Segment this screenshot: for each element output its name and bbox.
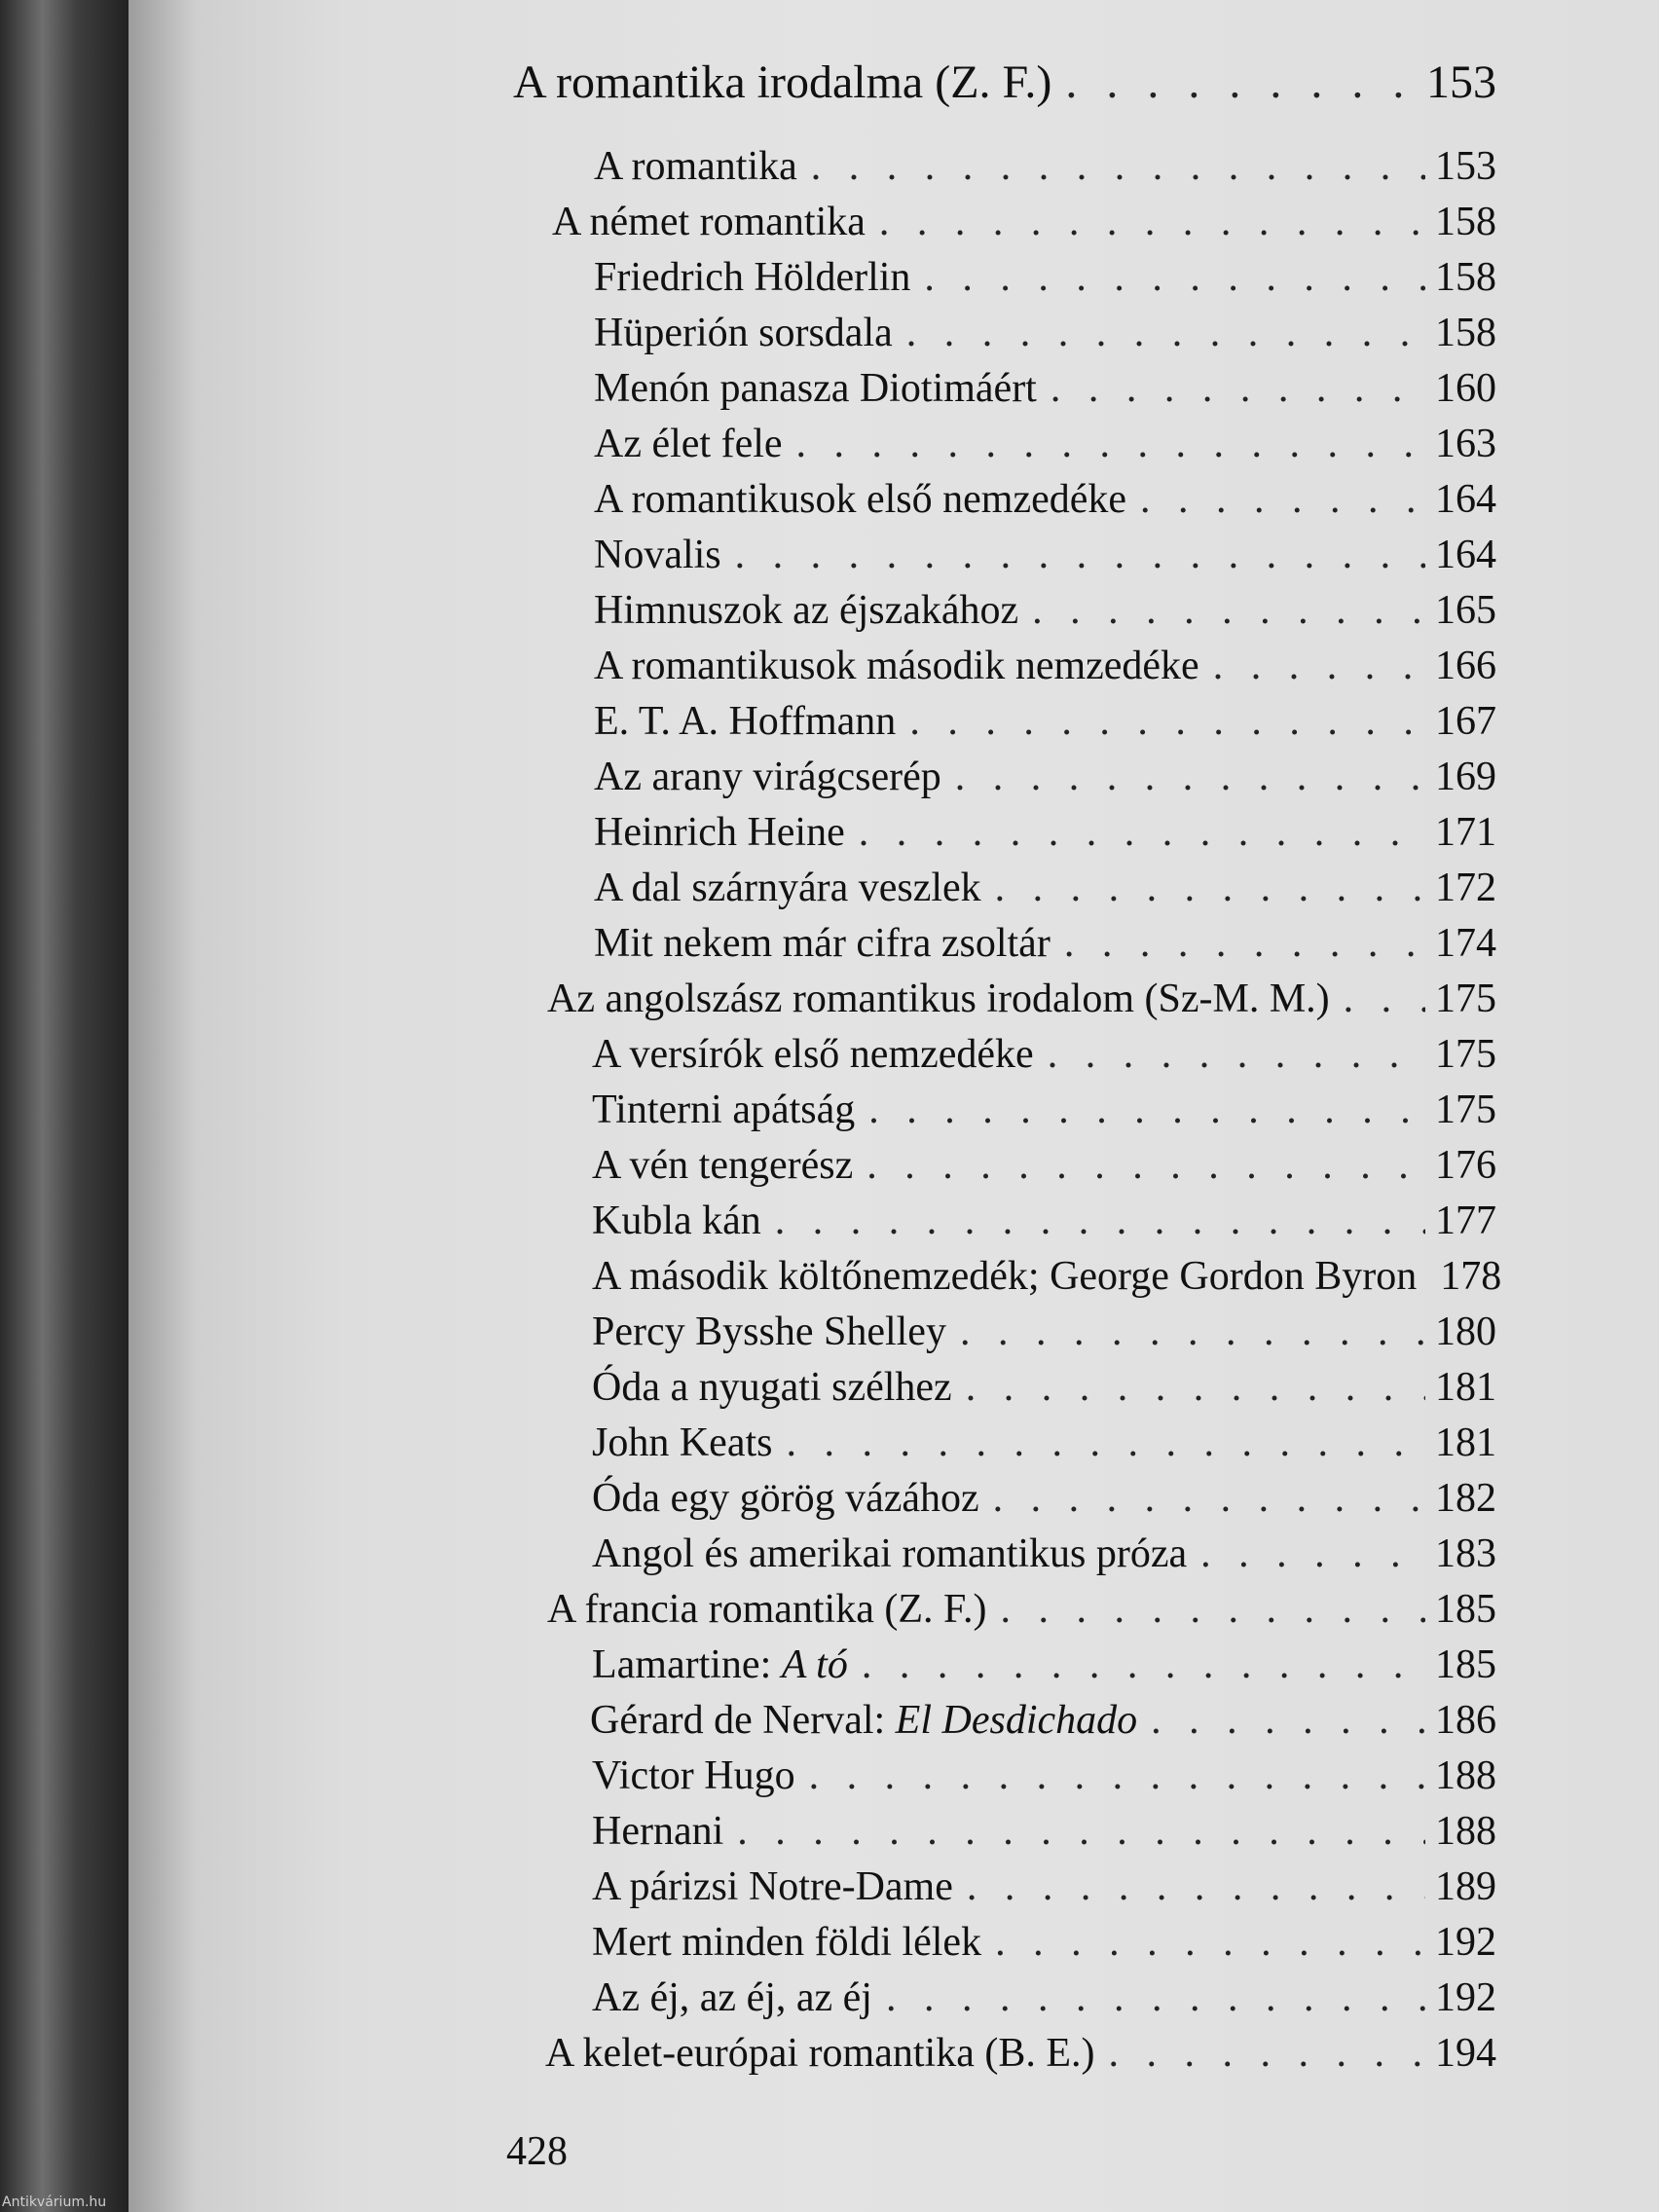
toc-entry-title: Tinterni apátság [592,1088,856,1132]
toc-entry [592,1799,1496,1856]
dot-leader [868,1086,1425,1134]
book-spine-shadow [0,0,141,2212]
toc-entry-page: 192 [1435,1975,1496,2020]
toc-entry [590,1688,1496,1745]
toc-entry-page: 176 [1435,1143,1496,1188]
toc-entry-title: Himnuszok az éjszakához [594,588,1019,633]
toc-heading-page: 153 [1426,56,1496,108]
toc-entry-title: A romantika [594,144,797,189]
toc-entry [545,2021,1496,2078]
toc-entry [592,1300,1496,1356]
toc-entry-work: El Desdichado [895,1698,1138,1743]
dot-leader [924,253,1425,302]
toc-heading [513,51,1496,107]
toc-entry [594,301,1496,357]
toc-entry [594,856,1496,912]
toc-entry-page: 158 [1435,200,1496,244]
toc-entry [594,245,1496,302]
toc-entry [592,1966,1496,2022]
toc-entry-page: 175 [1435,1032,1496,1077]
toc-entry-author: Lamartine: [592,1642,782,1687]
dot-leader [1213,642,1425,690]
dot-leader [909,697,1425,746]
toc-entry [594,134,1496,191]
toc-entry-author: Gérard de Nerval: [590,1698,896,1743]
dot-leader [811,142,1425,191]
toc-entry-page: 192 [1435,1920,1496,1965]
toc-entry-title: A vén tengerész [592,1143,854,1188]
toc-entry-page: 181 [1435,1365,1496,1410]
toc-entry [594,689,1496,746]
toc-entry-page: 164 [1435,477,1496,522]
toc-entry [592,1022,1496,1079]
toc-entry-title: Az éj, az éj, az éj [592,1975,872,2020]
dot-leader [1344,975,1425,1023]
dot-leader [735,531,1425,579]
toc-entry-title: Mert minden földi lélek [592,1920,982,1965]
toc-entry-title: John Keats [592,1420,773,1465]
toc-entry-title: Novalis [594,533,721,577]
toc-entry-title: A dal szárnyára veszlek [594,866,981,910]
toc-entry-title: Óda egy görög vázához [592,1476,979,1521]
dot-leader [993,1474,1425,1523]
dot-leader [809,1751,1425,1800]
page-number: 428 [506,2129,568,2174]
dot-leader [966,1363,1425,1412]
toc-entry [592,1633,1496,1689]
toc-entry-page: 166 [1435,644,1496,688]
toc-entry-page: 164 [1435,533,1496,577]
dot-leader [737,1807,1425,1856]
toc-entry-page: 189 [1435,1864,1496,1909]
toc-entry-title: A német romantika [552,200,866,244]
toc-entry [592,1466,1496,1523]
toc-entry-page: 175 [1435,977,1496,1021]
table-of-contents [129,0,1659,2142]
toc-entry-title: A versírók első nemzedéke [592,1032,1034,1077]
toc-entry [592,1133,1496,1190]
toc-entry-page: 185 [1435,1642,1496,1687]
dot-leader [1032,586,1425,635]
dot-leader [906,309,1425,357]
toc-entry-title [590,1696,1137,1745]
toc-entry-page: 171 [1435,810,1496,855]
toc-entry [594,911,1496,968]
toc-entry-page: 188 [1435,1753,1496,1798]
toc-entry [547,967,1496,1023]
dot-leader [879,198,1425,246]
dot-leader [955,753,1425,801]
toc-entry [594,745,1496,801]
toc-entry-title: A kelet-európai romantika (B. E.) [545,2031,1095,2076]
toc-entry-title: Hüperión sorsdala [594,311,893,355]
toc-entry [552,190,1496,246]
toc-entry-title: Angol és amerikai romantikus próza [592,1531,1188,1576]
toc-entry [592,1855,1496,1911]
dot-leader [995,1918,1425,1967]
toc-entry-page: 160 [1435,366,1496,411]
toc-entry-work: A tó [781,1642,848,1687]
toc-entry-page: 167 [1435,699,1496,744]
toc-entry-title: E. T. A. Hoffmann [594,699,897,744]
dot-leader [866,1141,1425,1190]
book-page [129,0,1659,2212]
toc-entry [592,1244,1502,1301]
dot-leader [1200,1530,1425,1578]
toc-entry [592,1078,1496,1134]
toc-entry-page: 186 [1435,1698,1496,1743]
toc-entry-title: Percy Bysshe Shelley [592,1309,946,1354]
toc-entry-title: Az arany virágcserép [594,755,941,799]
toc-entry [592,1355,1496,1412]
toc-entry [592,1522,1496,1578]
toc-entry [592,1744,1496,1800]
dot-leader [960,1308,1425,1356]
toc-entry-title: Victor Hugo [592,1753,795,1798]
toc-entry [594,356,1496,413]
toc-entry-page: 178 [1440,1254,1502,1299]
toc-entry-page: 172 [1435,866,1496,910]
dot-leader [1140,475,1425,524]
dot-leader [886,1973,1425,2022]
toc-entry-page: 194 [1435,2031,1496,2076]
toc-entry-page: 181 [1435,1420,1496,1465]
toc-entry-page: 165 [1435,588,1496,633]
toc-entry-page: 174 [1435,921,1496,966]
toc-entry [594,578,1496,635]
toc-entry-page: 169 [1435,755,1496,799]
toc-entry-page: 177 [1435,1198,1496,1243]
dot-leader [1064,919,1425,968]
toc-entry-title: A francia romantika (Z. F.) [547,1587,987,1632]
toc-entry [592,1411,1496,1467]
toc-entry-title: Menón panasza Diotimáért [594,366,1037,411]
toc-entry-page: 153 [1435,144,1496,189]
toc-entry-title: Az élet fele [594,422,783,466]
toc-entry-title: A romantikusok második nemzedéke [594,644,1199,688]
toc-entry [594,412,1496,468]
toc-entry [592,1189,1496,1245]
toc-entry-page: 163 [1435,422,1496,466]
dot-leader [786,1419,1425,1467]
dot-leader [1108,2029,1425,2078]
dot-leader [1151,1696,1425,1745]
toc-entry-title: Óda a nyugati szélhez [592,1365,952,1410]
toc-entry-title: A második költőnemzedék; George Gordon Byron [592,1254,1418,1299]
watermark: Antikvárium.hu [2,2194,107,2210]
toc-entry-title: Hernani [592,1809,724,1854]
dot-leader [1048,1030,1425,1079]
dot-leader [967,1862,1425,1911]
dot-leader [775,1197,1425,1245]
toc-heading-title: A romantika irodalma (Z. F.) [513,56,1052,108]
dot-leader [796,420,1425,468]
toc-entry-title: Az angolszász romantikus irodalom (Sz-M. M.) [547,977,1330,1021]
toc-entry-page: 182 [1435,1476,1496,1521]
dot-leader [1000,1585,1425,1634]
toc-entry-page: 158 [1435,311,1496,355]
toc-entry [594,800,1496,857]
toc-entry [594,523,1496,579]
toc-entry-title [592,1641,848,1689]
dot-leader [1065,58,1417,107]
toc-entry [594,634,1496,690]
toc-entry-page: 185 [1435,1587,1496,1632]
toc-entry [547,1577,1496,1634]
toc-entry-page: 188 [1435,1809,1496,1854]
toc-entry-title: A romantikusok első nemzedéke [594,477,1127,522]
toc-entry-title: Heinrich Heine [594,810,845,855]
dot-leader [995,864,1425,912]
toc-entry-title: Mit nekem már cifra zsoltár [594,921,1051,966]
toc-entry-title: Kubla kán [592,1198,761,1243]
toc-entry [594,467,1496,524]
toc-entry-title: A párizsi Notre-Dame [592,1864,953,1909]
dot-leader [1051,364,1425,413]
dot-leader [859,808,1425,857]
toc-entry-page: 180 [1435,1309,1496,1354]
dot-leader [862,1641,1425,1689]
toc-entry-title: Friedrich Hölderlin [594,255,911,300]
toc-entry-page: 175 [1435,1088,1496,1132]
toc-entry-page: 183 [1435,1531,1496,1576]
toc-entry-page: 158 [1435,255,1496,300]
toc-entry [592,1910,1496,1967]
